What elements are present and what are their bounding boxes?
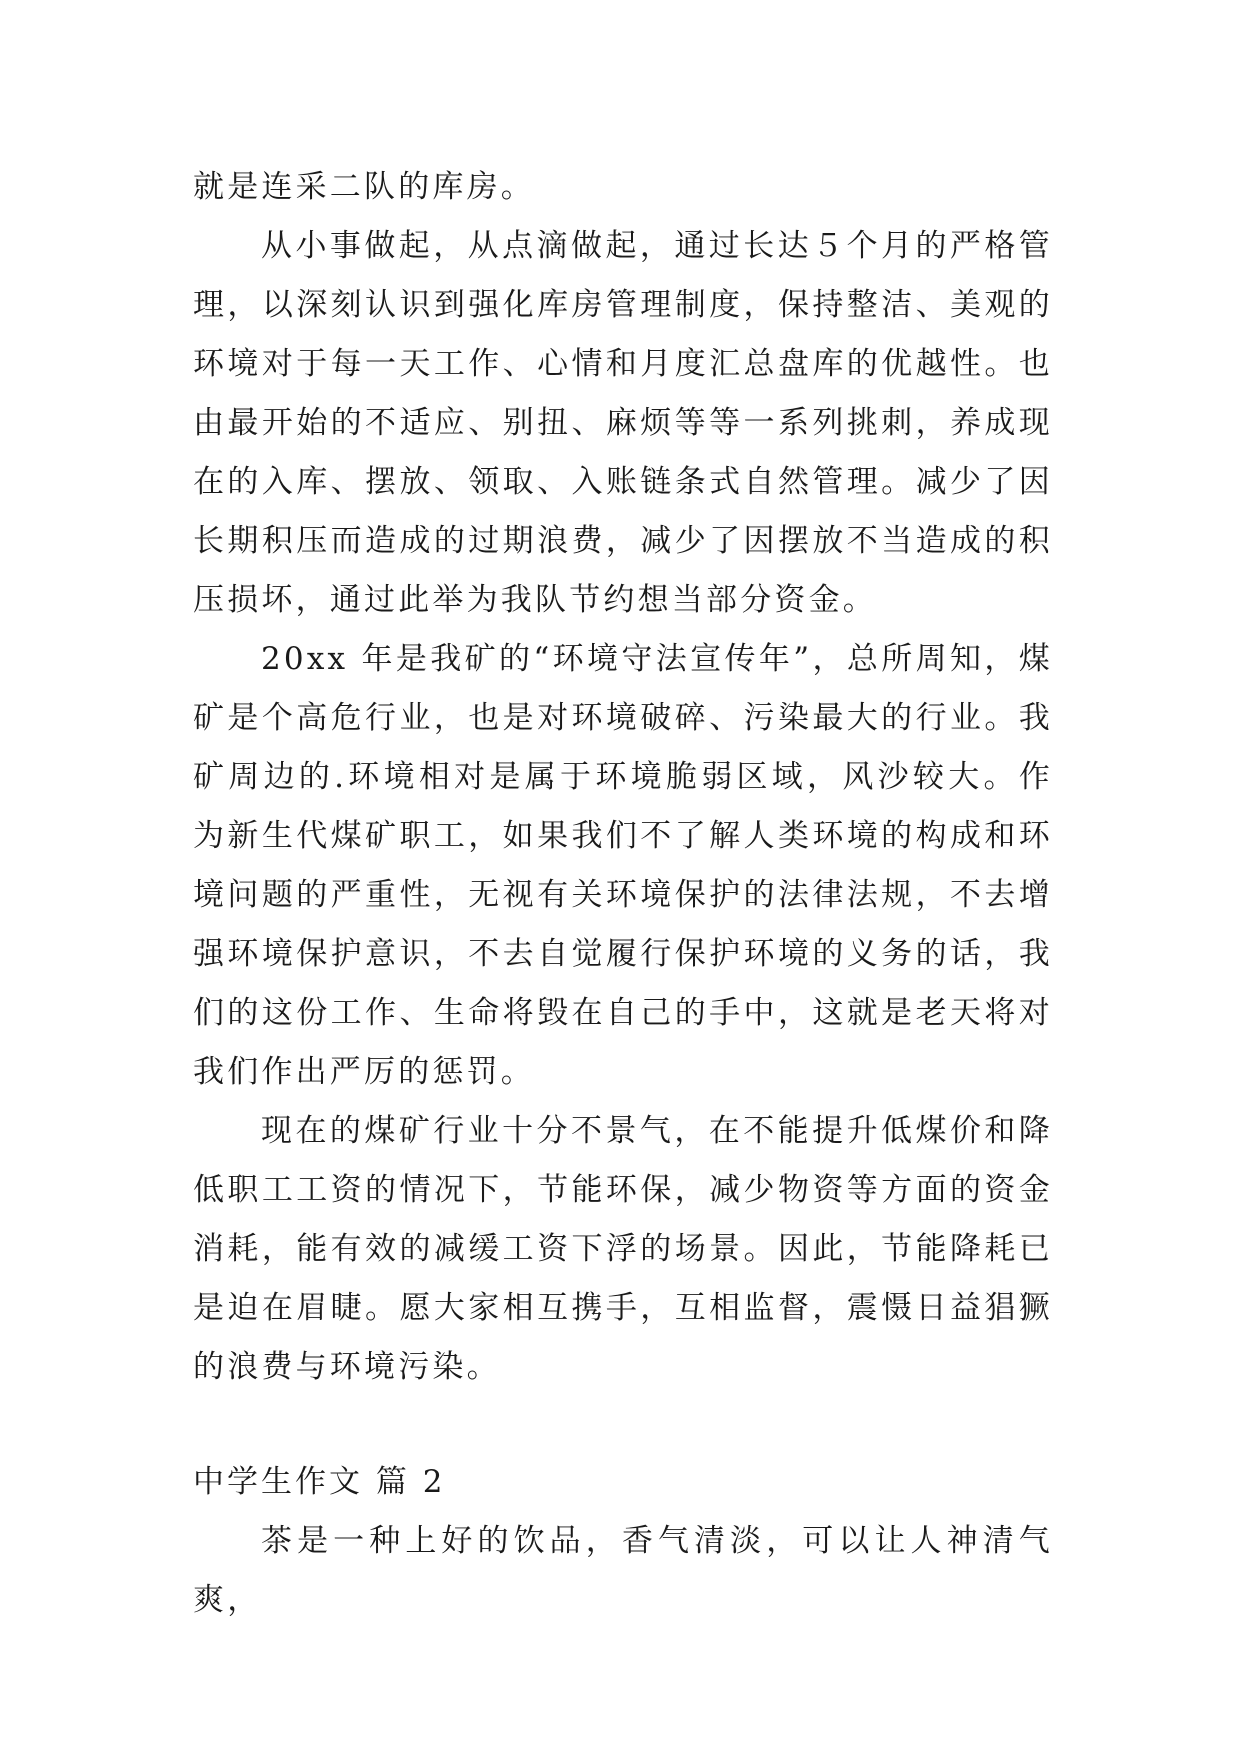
paragraph-environment-year: 20xx 年是我矿的“环境守法宣传年”，总所周知，煤矿是个高危行业，也是对环境破碎、污染最大的行业。我矿周边的.环境相对是属于环境脆弱区域，风沙较大。作为新生代煤矿职工，如果我们不了解人类环境的构成和环境问题的严重性，无视有关环境保护的法律法规，不去增强环境保护意识，不去自觉履行保护环境的义务的话，我们的这份工作、生命将毁在自己的手中，这就是老天将对我们作出严厉的惩罚。	[193, 641, 1053, 1090]
paragraph-tea: 茶是一种上好的饮品，香气清淡，可以让人神清气爽，	[193, 1523, 1053, 1618]
paragraph-warehouse-management: 从小事做起，从点滴做起，通过长达５个月的严格管理，以深刻认识到强化库房管理制度，保持整洁、美观的环境对于每一天工作、心情和月度汇总盘库的优越性。也由最开始的不适应、别扭、麻烦等等一系列挑刺，养成现在的入库、摆放、领取、入账链条式自然管理。减少了因长期积压而造成的过期浪费，减少了因摆放不当造成的积压损坏，通过此举为我队节约想当部分资金。	[193, 228, 1053, 618]
document-body	[193, 158, 1053, 1630]
paragraph-continuation: 就是连采二队的库房。	[193, 169, 535, 205]
paragraph-energy-saving: 现在的煤矿行业十分不景气，在不能提升低煤价和降低职工工资的情况下，节能环保，减少物资等方面的资金消耗，能有效的减缓工资下浮的场景。因此，节能降耗已是迫在眉睫。愿大家相互携手，互相监督，震慑日益猖獗的浪费与环境污染。	[193, 1113, 1053, 1385]
section-heading: 中学生作文 篇 2	[193, 1464, 446, 1500]
